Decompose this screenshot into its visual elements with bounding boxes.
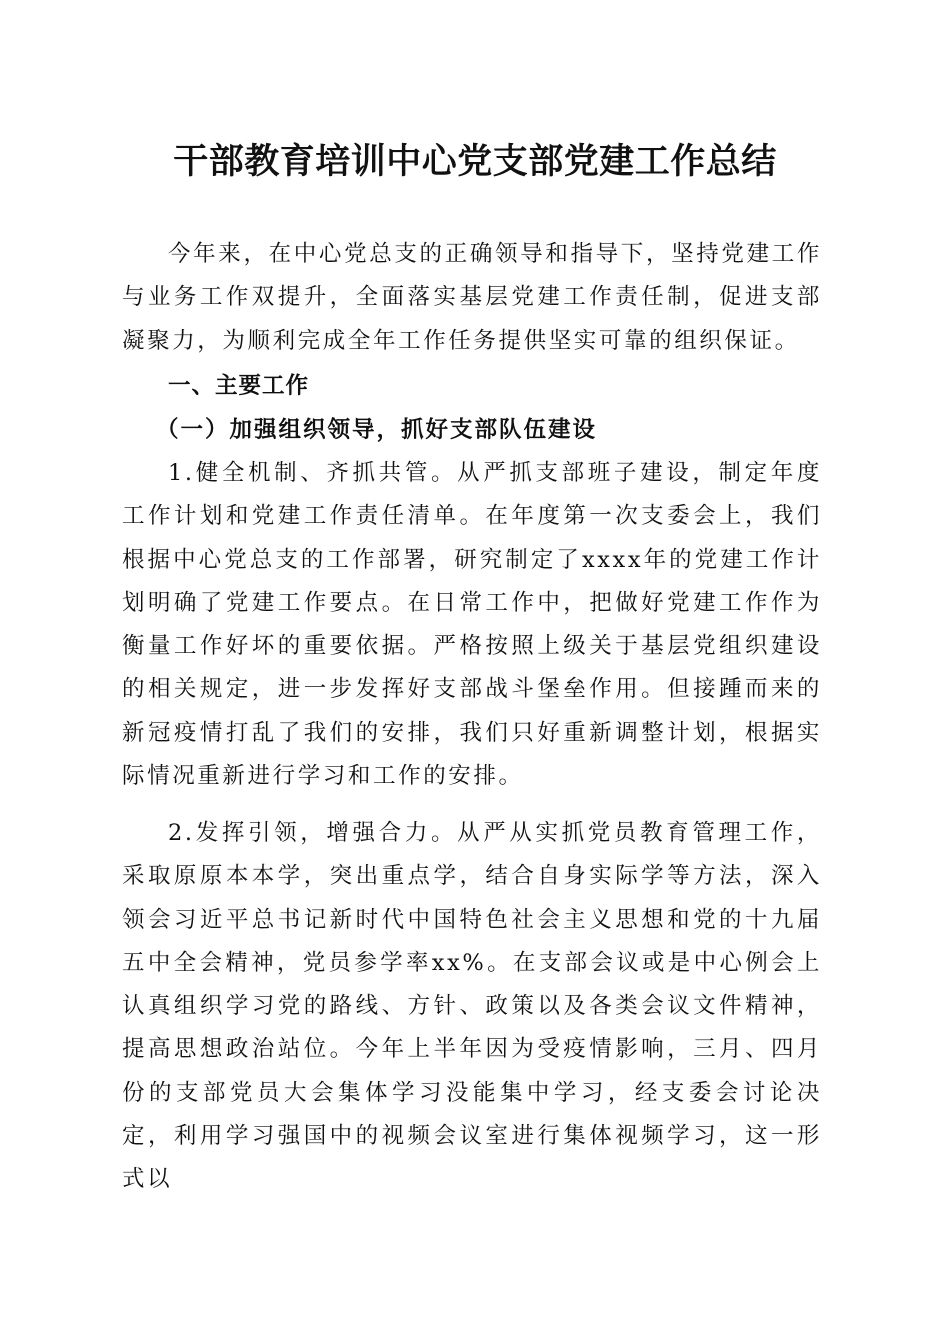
item-paragraph-1: 1.健全机制、齐抓共管。从严抓支部班子建设，制定年度工作计划和党建工作责任清单。在年度第一次支委会上，我们根据中心党总支的工作部署，研究制定了xxxx年的党建工作计划明确了党建工作要点。在日常工作中，把做好党建工作作为衡量工作好坏的重要依据。严格按照上级关于基层党组织建设的相关规定，进一步发挥好支部战斗堡垒作用。但接踵而来的新冠疫情打乱了我们的安排，我们只好重新调整计划，根据实际情况重新进行学习和工作的安排。 xyxy=(122,460,822,790)
subsection-heading-organization: （一）加强组织领导，抓好支部队伍建设 xyxy=(156,417,598,443)
item-paragraph-2: 2.发挥引领，增强合力。从严从实抓党员教育管理工作，采取原原本本学，突出重点学，结合自身实际学等方法，深入领会习近平总书记新时代中国特色社会主义思想和党的十九届五中全会精神，党员参学率xx%。在支部会议或是中心例会上认真组织学习党的路线、方针、政策以及各类会议文件精神，提高思想政治站位。今年上半年因为受疫情影响，三月、四月份的支部党员大会集体学习没能集中学习，经支委会讨论决定，利用学习强国中的视频会议室进行集体视频学习，这一形式以 xyxy=(122,820,822,1193)
document-title: 干部教育培训中心党支部党建工作总结 xyxy=(173,141,777,182)
section-heading-main-work: 一、主要工作 xyxy=(168,373,310,399)
intro-paragraph: 今年来，在中心党总支的正确领导和指导下，坚持党建工作与业务工作双提升，全面落实基层党建工作责任制，促进支部凝聚力，为顺利完成全年工作任务提供坚实可靠的组织保证。 xyxy=(122,241,822,354)
